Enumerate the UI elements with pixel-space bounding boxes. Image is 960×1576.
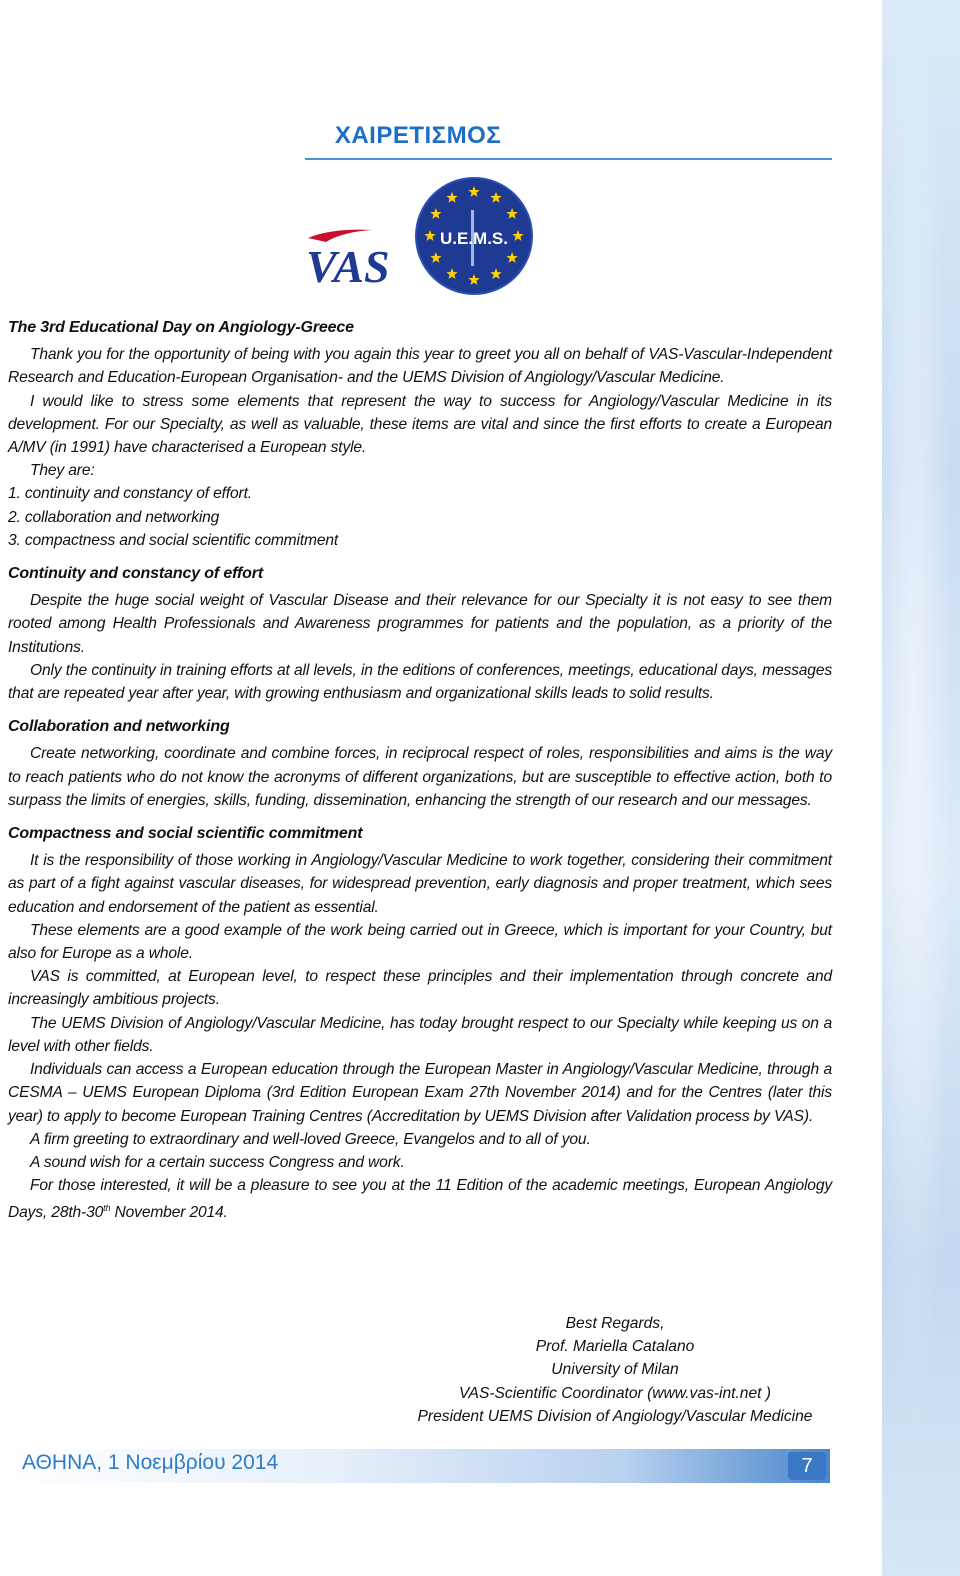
section3-paragraph-8 bbox=[8, 1174, 832, 1225]
logos bbox=[300, 174, 540, 299]
section3-paragraph-7: A sound wish for a certain success Congress and work. bbox=[30, 1153, 405, 1171]
uems-logo bbox=[414, 176, 534, 296]
vas-logo bbox=[302, 224, 410, 288]
page-title: ΧΑΙΡΕΤΙΣΜΟΣ bbox=[334, 122, 502, 149]
section2-paragraph-1: Create networking, coordinate and combine forces, in reciprocal respect of roles, responsibilities and aims is the way to reach patients who do not know the acronyms of different organizations, but are susceptible to effective action, both to surpass the limits of energies, skills, funding, dissemination, enhancing the strength of our research and our messages. bbox=[8, 745, 832, 809]
section-heading-compactness: Compactness and social scientific commitment bbox=[8, 825, 363, 843]
section3-paragraph-2: These elements are a good example of the work being carried out in Greece, which is important for your Country, but also for Europe as a whole. bbox=[8, 921, 832, 963]
section3-paragraph-4: The UEMS Division of Angiology/Vascular Medicine, has today brought respect to our Specialty while keeping us on a level with other fields. bbox=[8, 1014, 832, 1055]
intro-heading: The 3rd Educational Day on Angiology-Greece bbox=[8, 319, 354, 336]
signature-regards: Best Regards, bbox=[565, 1315, 665, 1332]
signature-name: Prof. Mariella Catalano bbox=[535, 1338, 695, 1356]
page-number: 7 bbox=[788, 1452, 826, 1480]
title-divider bbox=[305, 158, 832, 160]
section3-paragraph-1: It is the responsibility of those working in Angiology/Vascular Medicine to work together, considering their commitment as part of a fight against vascular diseases, for widespread prevention, early diagnosis and proper treatment, which sees education and endorsement of the patient as essential. bbox=[8, 852, 832, 916]
section-heading-continuity: Continuity and constancy of effort bbox=[8, 565, 264, 583]
intro-paragraph-2: I would like to stress some elements that represent the way to success for Angiology/Vascular Medicine in its development. For our Specialty, as well as valuable, these items are vital and since the first efforts to create a European A/MV (in 1991) have characterised a European style. bbox=[8, 392, 832, 457]
svg-text:U.E.M.S.: U.E.M.S. bbox=[439, 229, 509, 248]
list-item: 2. collaboration and networking bbox=[8, 508, 220, 526]
letter-body bbox=[8, 316, 832, 1225]
section3-paragraph-6: A firm greeting to extraordinary and well-loved Greece, Evangelos and to all of you. bbox=[30, 1130, 591, 1148]
list-item: 1. continuity and constancy of effort. bbox=[8, 485, 252, 503]
ordinal-suffix: th bbox=[103, 1203, 111, 1214]
section1-paragraph-1: Despite the huge social weight of Vascular Disease and their relevance for our Specialty it is not easy to see them rooted among Health Professionals and Awareness programmes for patients and the population, as a priority of the Institutions. bbox=[8, 592, 832, 656]
section-heading-collaboration: Collaboration and networking bbox=[8, 718, 230, 736]
footer-date: ΑΘΗΝΑ, 1 Νοεμβρίου 2014 bbox=[22, 1451, 279, 1474]
decorative-side-band bbox=[882, 0, 960, 1576]
intro-paragraph-1: Thank you for the opportunity of being with you again this year to greet you all on behalf of VAS-Vascular-Independent Research and Education-European Organisation- and the UEMS Division of Angiology/Vascular Medicine. bbox=[8, 346, 832, 387]
section3-paragraph-3: VAS is committed, at European level, to respect these principles and their implementation through concrete and increasingly ambitious projects. bbox=[8, 968, 832, 1009]
they-are-label: They are: bbox=[30, 462, 95, 480]
signature-role: VAS-Scientific Coordinator (www.vas-int.net ) bbox=[459, 1384, 771, 1402]
signature-block bbox=[395, 1312, 835, 1428]
section1-paragraph-2: Only the continuity in training efforts at all levels, in the editions of conferences, meetings, educational days, messages that are repeated year after year, with growing enthusiasm and organizational skills leads to solid results. bbox=[8, 661, 832, 703]
list-item: 3. compactness and social scientific commitment bbox=[8, 531, 339, 549]
section3-paragraph-5: Individuals can access a European education through the European Master in Angiology/Vascular Medicine, through a CESMA – UEMS European Diploma (3rd Edition European Exam 27th November 2014) and for the Centres (later this year) to apply to become European Training Centres (Accreditation by UEMS Division after Validation process by VAS). bbox=[8, 1061, 832, 1125]
signature-title: President UEMS Division of Angiology/Vascular Medicine bbox=[417, 1407, 813, 1425]
signature-university: University of Milan bbox=[551, 1361, 679, 1379]
closing-text-start: For those interested, it will be a pleasure to see you at the 11 Edition of the academic meetings, European Angiology Days, 28th-30 bbox=[8, 1177, 832, 1222]
svg-text:VAS: VAS bbox=[306, 241, 390, 288]
closing-text-end: November 2014. bbox=[110, 1204, 228, 1222]
